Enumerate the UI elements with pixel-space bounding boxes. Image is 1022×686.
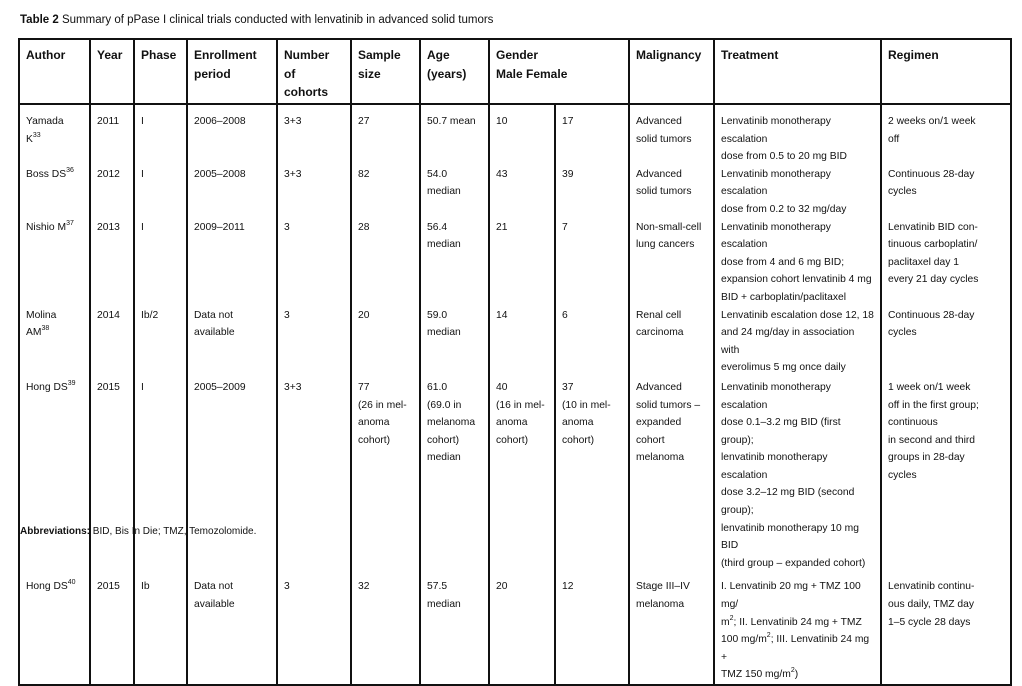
cell-phase: Ib <box>134 572 187 685</box>
header-enrollment-period: Enrollment period <box>187 39 277 104</box>
cell-male: 10 <box>489 104 555 166</box>
header-sample-size: Sample size <box>351 39 420 104</box>
cell-regimen: 2 weeks on/1 week off <box>881 104 1011 166</box>
table-row <box>19 307 1011 377</box>
cell-number-of-cohorts: 3+3 <box>277 377 351 573</box>
reference-number: 39 <box>67 379 76 387</box>
cell-age: 56.4 median <box>420 219 489 307</box>
cell-regimen: Lenvatinib continu- ous daily, TMZ day 1–5 cycle 28 days <box>881 572 1011 685</box>
author-name-line: Molina <box>26 309 57 321</box>
reference-number: 33 <box>32 131 41 139</box>
author-name-line: Boss DS$^{36}$ <box>26 166 74 180</box>
cell-year: 2015 <box>90 377 134 573</box>
cell-female: 39 <box>555 166 629 219</box>
author-name-line: Hong DS$^{40}$ <box>26 579 76 593</box>
cell-sample-size: 27 <box>351 104 420 166</box>
cell-author <box>19 307 90 377</box>
cell-phase: I <box>134 219 187 307</box>
cell-author <box>19 572 90 685</box>
author-name-line: Yamada <box>26 116 64 127</box>
cell-treatment: Lenvatinib escalation dose 12, 18 and 24 mg/day in association with everolimus 5 mg once daily <box>714 307 881 377</box>
table-row <box>19 377 1011 573</box>
cell-age: 57.5 median <box>420 572 489 685</box>
cell-treatment: Lenvatinib monotherapy escalation dose from 4 and 6 mg BID; expansion cohort lenvatinib 4 mg BID + carboplatin/paclitaxel <box>714 219 881 307</box>
cell-malignancy: Advanced solid tumors <box>629 104 714 166</box>
cell-female: 7 <box>555 219 629 307</box>
cell-sample-size: 28 <box>351 219 420 307</box>
superscript: 2 <box>766 632 771 640</box>
cell-male: 14 <box>489 307 555 377</box>
cell-phase: Ib/2 <box>134 307 187 377</box>
treatment-line: 100 $mg/m^2$; III. Lenvatinib 24 mg + <box>721 632 870 663</box>
cell-number-of-cohorts: 3 <box>277 572 351 685</box>
header-treatment: Treatment <box>714 39 881 104</box>
cell-age: 61.0 (69.0 in melanoma cohort) median <box>420 377 489 573</box>
header-year: Year <box>90 39 134 104</box>
cell-author <box>19 377 90 573</box>
header-number-of-cohorts: Number of cohorts <box>277 39 351 104</box>
table-caption-label: Table 2 <box>20 14 59 26</box>
table-body <box>19 104 1011 685</box>
cell-number-of-cohorts: 3 <box>277 307 351 377</box>
cell-enrollment-period: Data not available <box>187 572 277 685</box>
cell-number-of-cohorts: 3+3 <box>277 104 351 166</box>
treatment-line: TMZ 150 $mg/m^2$) <box>721 667 799 681</box>
cell-number-of-cohorts: 3+3 <box>277 166 351 219</box>
cell-regimen: Lenvatinib BID con- tinuous carboplatin/ paclitaxel day 1 every 21 day cycles <box>881 219 1011 307</box>
cell-malignancy: Advanced solid tumors – expanded cohort melanoma <box>629 377 714 573</box>
cell-year: 2012 <box>90 166 134 219</box>
table-row <box>19 572 1011 685</box>
cell-treatment <box>714 572 881 685</box>
cell-enrollment-period: Data not available <box>187 307 277 377</box>
cell-enrollment-period: 2009–2011 <box>187 219 277 307</box>
cell-female: 37 (10 in mel- anoma cohort) <box>555 377 629 573</box>
cell-treatment: Lenvatinib monotherapy escalation dose 0.1–3.2 mg BID (first group); lenvatinib monotherapy escalation dose 3.2–12 mg BID (second group); lenvatinib monotherapy 10 mg BID (third group – expanded cohort) <box>714 377 881 573</box>
clinical-trials-table <box>18 38 1012 686</box>
cell-enrollment-period: 2006–2008 <box>187 104 277 166</box>
cell-treatment: Lenvatinib monotherapy escalation dose from 0.2 to 32 mg/day <box>714 166 881 219</box>
cell-age: 50.7 mean <box>420 104 489 166</box>
cell-phase: I <box>134 104 187 166</box>
cell-year: 2015 <box>90 572 134 685</box>
cell-regimen: Continuous 28-day cycles <box>881 166 1011 219</box>
cell-female: 6 <box>555 307 629 377</box>
cell-enrollment-period: 2005–2008 <box>187 166 277 219</box>
cell-regimen: 1 week on/1 week off in the first group; continuous in second and third groups in 28-day cycles <box>881 377 1011 573</box>
cell-phase: I <box>134 166 187 219</box>
abbreviations-footnote <box>20 526 256 537</box>
table-caption-text: Summary of pPase I clinical trials conducted with lenvatinib in advanced solid tumors <box>58 14 494 26</box>
reference-number: 36 <box>66 166 74 174</box>
abbreviations-text: BID, Bis In Die; TMZ, Temozolomide. <box>90 526 257 537</box>
header-malignancy: Malignancy <box>629 39 714 104</box>
cell-author <box>19 104 90 166</box>
cell-malignancy: Advanced solid tumors <box>629 166 714 219</box>
cell-male: 21 <box>489 219 555 307</box>
author-name-line: $K^{33}$ <box>26 131 41 145</box>
table-caption <box>20 14 493 26</box>
cell-malignancy: Non-small-cell lung cancers <box>629 219 714 307</box>
cell-year: 2013 <box>90 219 134 307</box>
superscript: 2 <box>729 614 734 622</box>
header-age: Age (years) <box>420 39 489 104</box>
table-row <box>19 104 1011 166</box>
cell-author <box>19 219 90 307</box>
cell-sample-size: 77 (26 in mel- anoma cohort) <box>351 377 420 573</box>
header-phase: Phase <box>134 39 187 104</box>
cell-phase: I <box>134 377 187 573</box>
reference-number: 37 <box>66 219 74 227</box>
cell-age: 59.0 median <box>420 307 489 377</box>
cell-malignancy: Stage III–IV melanoma <box>629 572 714 685</box>
cell-number-of-cohorts: 3 <box>277 219 351 307</box>
author-name-line: Hong DS$^{39}$ <box>26 379 76 393</box>
table-row <box>19 219 1011 307</box>
superscript: 2 <box>790 667 795 675</box>
cell-enrollment-period: 2005–2009 <box>187 377 277 573</box>
author-name-line: Nishio $M^{37}$ <box>26 219 74 233</box>
cell-male: 43 <box>489 166 555 219</box>
cell-female: 12 <box>555 572 629 685</box>
cell-age: 54.0 median <box>420 166 489 219</box>
cell-sample-size: 32 <box>351 572 420 685</box>
header-author: Author <box>19 39 90 104</box>
table-header-row <box>19 39 1011 104</box>
cell-malignancy: Renal cell carcinoma <box>629 307 714 377</box>
cell-female: 17 <box>555 104 629 166</box>
reference-number: 38 <box>41 325 50 333</box>
cell-year: 2014 <box>90 307 134 377</box>
cell-sample-size: 20 <box>351 307 420 377</box>
header-regimen: Regimen <box>881 39 1011 104</box>
treatment-line: $m^2$; II. Lenvatinib 24 mg + TMZ <box>721 614 862 628</box>
reference-number: 40 <box>67 579 76 587</box>
cell-sample-size: 82 <box>351 166 420 219</box>
header-gender: Gender Male Female <box>489 39 629 104</box>
cell-male: 20 <box>489 572 555 685</box>
author-name-line: AM$^{38}$ <box>26 325 50 339</box>
cell-year: 2011 <box>90 104 134 166</box>
cell-regimen: Continuous 28-day cycles <box>881 307 1011 377</box>
abbreviations-label: Abbreviations: <box>20 526 91 537</box>
cell-treatment: Lenvatinib monotherapy escalation dose from 0.5 to 20 mg BID <box>714 104 881 166</box>
treatment-line: I. Lenvatinib 20 mg + TMZ 100 mg/ <box>721 581 861 611</box>
cell-author <box>19 166 90 219</box>
cell-male: 40 (16 in mel- anoma cohort) <box>489 377 555 573</box>
table-row <box>19 166 1011 219</box>
